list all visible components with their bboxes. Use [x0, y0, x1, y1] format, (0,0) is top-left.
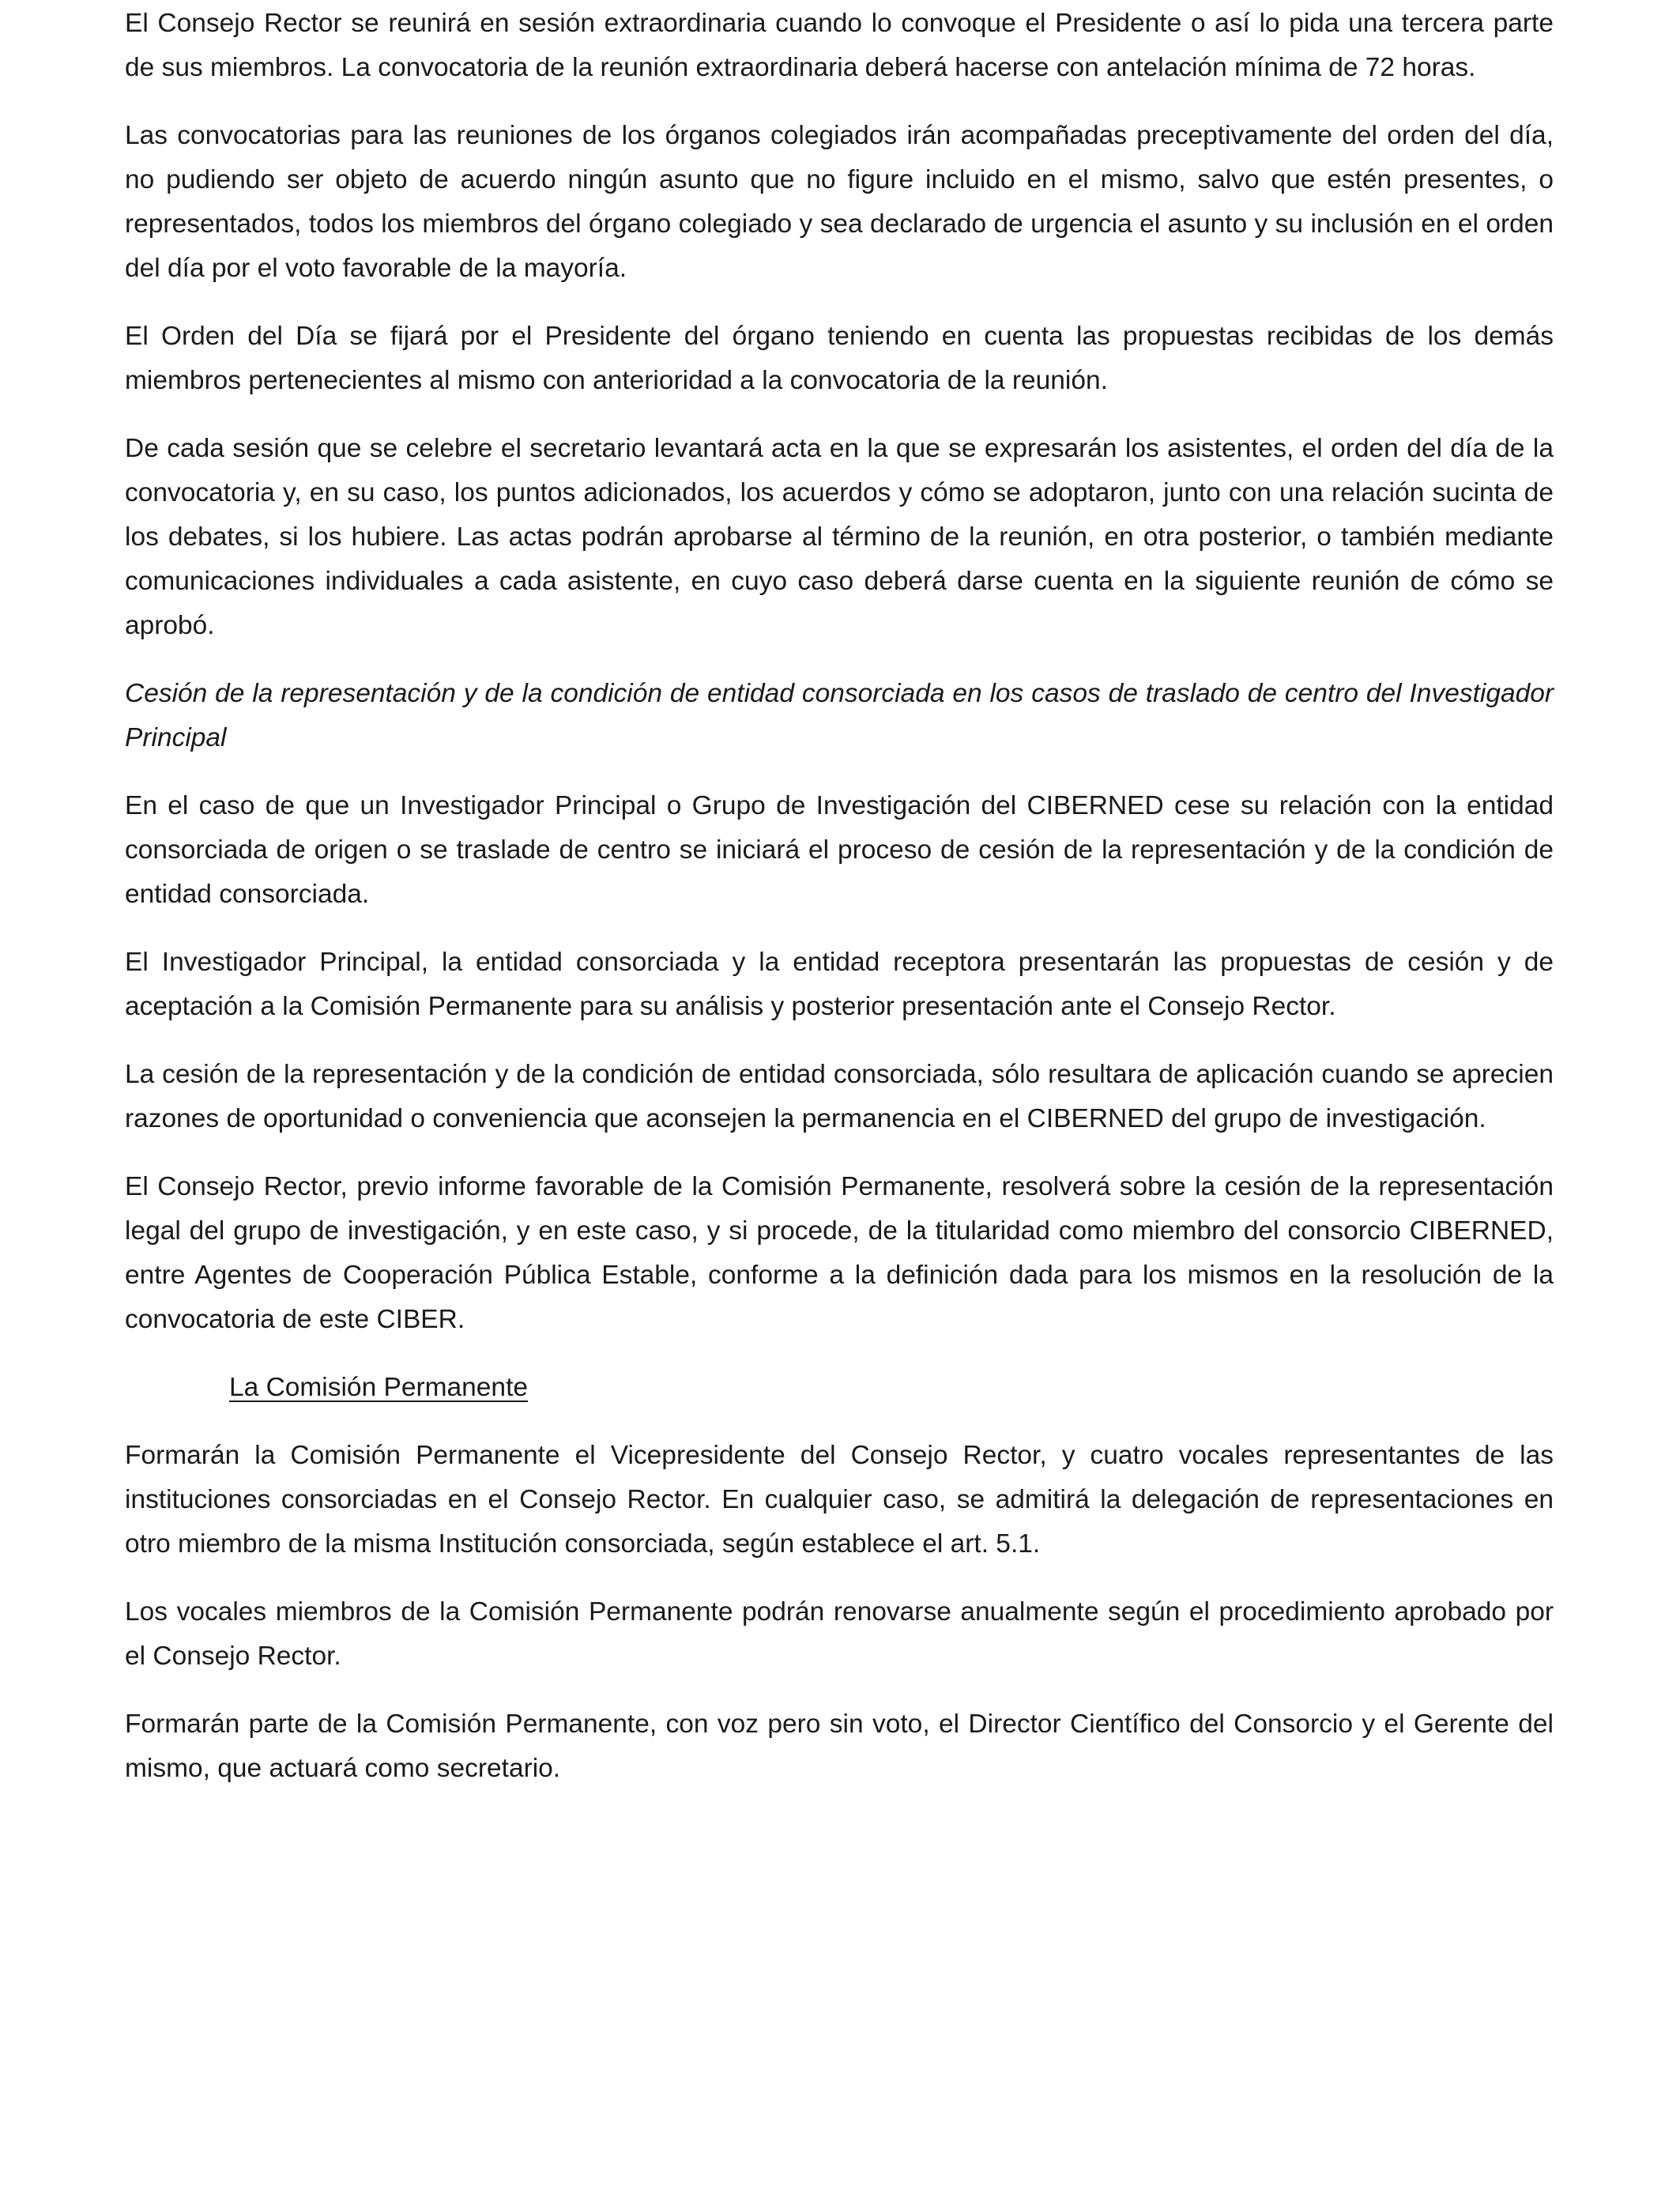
section-heading-cession: Cesión de la representación y de la condición de entidad consorciada en los casos de traslado de centro del Investigador Principal [125, 679, 1554, 752]
section-heading-text: La Comisión Permanente [229, 1373, 529, 1402]
paragraph-cession-process: En el caso de que un Investigador Principal o Grupo de Investigación del CIBERNED cese su relación con la entidad consorciada de origen o se traslade de centro se iniciará el proceso de cesión de la representación y de la condición de entidad consorciada. [125, 791, 1554, 909]
paragraph-commission-renewal: Los vocales miembros de la Comisión Permanente podrán renovarse anualmente según el procedimiento aprobado por el Consejo Rector. [125, 1597, 1554, 1671]
paragraph-cession-proposals: El Investigador Principal, la entidad consorciada y la entidad receptora presentarán las propuestas de cesión y de aceptación a la Comisión Permanente para su análisis y posterior presentación ante el Consejo Rector. [125, 948, 1554, 1021]
document-page [125, 0, 1554, 1815]
paragraph-cession-application: La cesión de la representación y de la condición de entidad consorciada, sólo resultara de aplicación cuando se aprecien razones de oportunidad o conveniencia que aconsejen la permanencia en el CIBERNED del grupo de investigación. [125, 1060, 1554, 1133]
paragraph-commission-composition: Formarán la Comisión Permanente el Vicepresidente del Consejo Rector, y cuatro vocales representantes de las instituciones consorciadas en el Consejo Rector. En cualquier caso, se admitirá la delegación de representaciones en otro miembro de la misma Institución consorciada, según establece el art. 5.1. [125, 1441, 1554, 1559]
paragraph-minutes: De cada sesión que se celebre el secretario levantará acta en la que se expresarán los asistentes, el orden del día de la convocatoria y, en su caso, los puntos adicionados, los acuerdos y cómo se adoptaron, junto con una relación sucinta de los debates, si los hubiere. Las actas podrán aprobarse al término de la reunión, en otra posterior, o también mediante comunicaciones individuales a cada asistente, en cuyo caso deberá darse cuenta en la siguiente reunión de cómo se aprobó. [125, 434, 1554, 640]
paragraph-commission-members: Formarán parte de la Comisión Permanente, con voz pero sin voto, el Director Científico del Consorcio y el Gerente del mismo, que actuará como secretario. [125, 1710, 1554, 1783]
paragraph-order-of-day: El Orden del Día se fijará por el Presidente del órgano teniendo en cuenta las propuestas recibidas de los demás miembros pertenecientes al mismo con anterioridad a la convocatoria de la reunión. [125, 322, 1554, 395]
paragraph-council-resolution: El Consejo Rector, previo informe favorable de la Comisión Permanente, resolverá sobre la cesión de la representación legal del grupo de investigación, y en este caso, y si procede, de la titularidad como miembro del consorcio CIBERNED, entre Agentes de Cooperación Pública Estable, conforme a la definición dada para los mismos en la resolución de la convocatoria de este CIBER. [125, 1172, 1554, 1334]
paragraph-extraordinary-session: El Consejo Rector se reunirá en sesión extraordinaria cuando lo convoque el Presidente o así lo pida una tercera parte de sus miembros. La convocatoria de la reunión extraordinaria deberá hacerse con antelación mínima de 72 horas. [125, 9, 1554, 82]
section-heading-permanent-commission [125, 1366, 1554, 1410]
paragraph-convocation-agenda: Las convocatorias para las reuniones de los órganos colegiados irán acompañadas preceptivamente del orden del día, no pudiendo ser objeto de acuerdo ningún asunto que no figure incluido en el mismo, salvo que estén presentes, o representados, todos los miembros del órgano colegiado y sea declarado de urgencia el asunto y su inclusión en el orden del día por el voto favorable de la mayoría. [125, 121, 1554, 283]
